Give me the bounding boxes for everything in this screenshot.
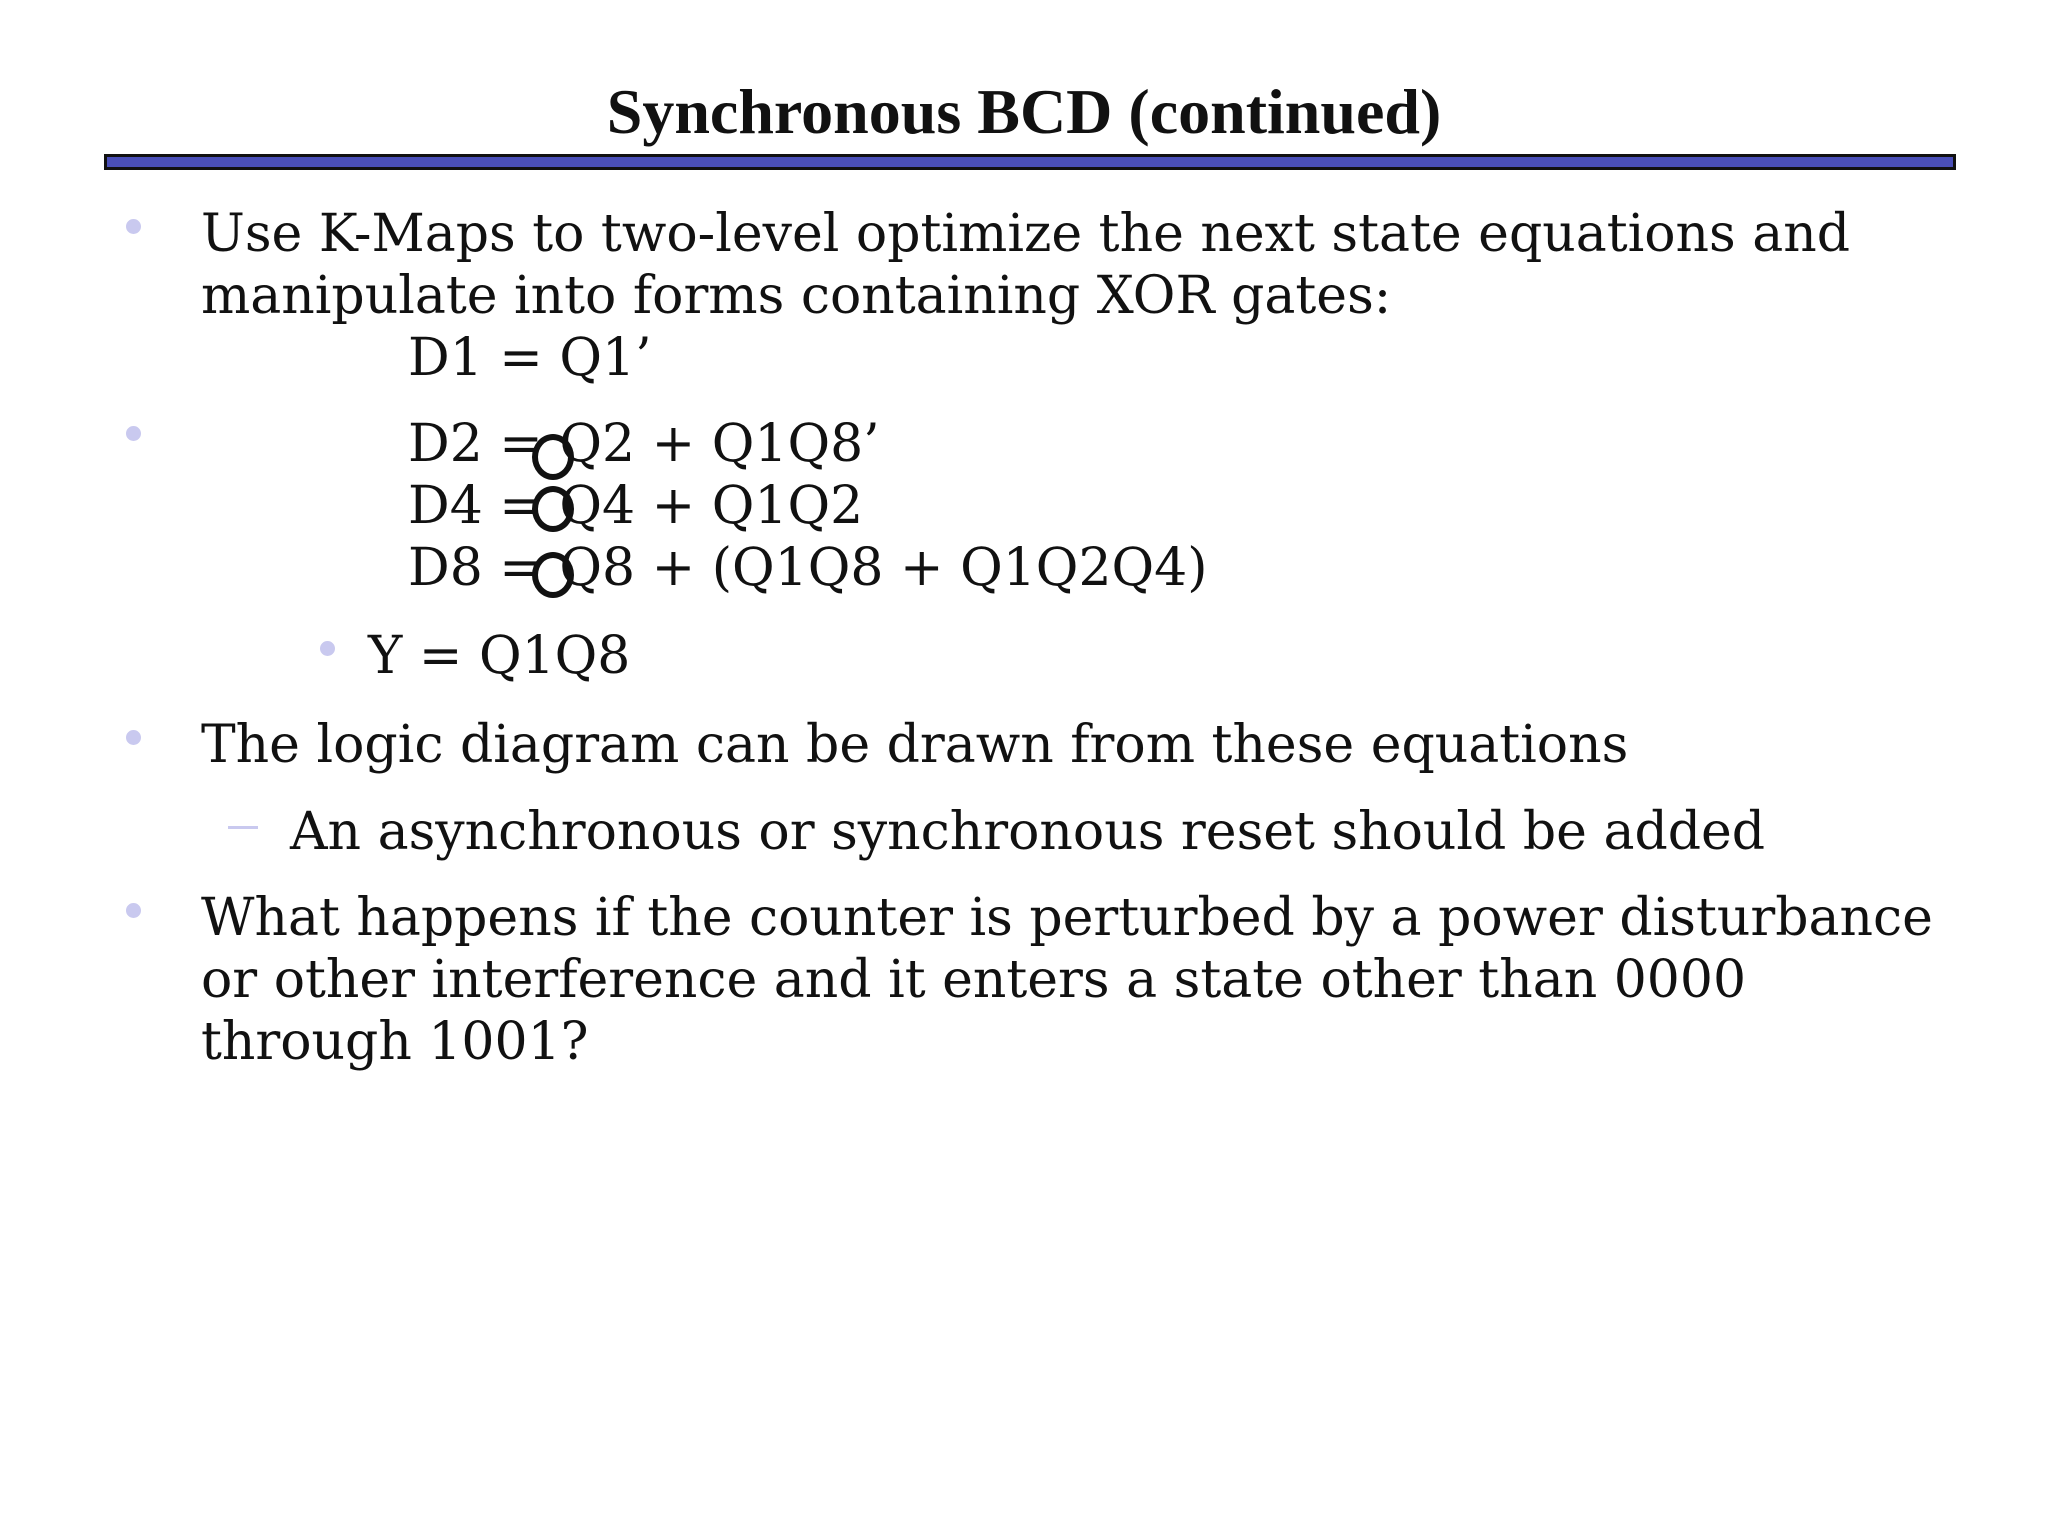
xor-operator-icon (532, 486, 574, 532)
title-rule (104, 154, 1956, 170)
kmaps-text-line2: manipulate into forms containing XOR gates: (201, 266, 1392, 326)
equation-d4: D4 = Q4 + Q1Q2 (408, 476, 864, 536)
xor-operator-icon (532, 434, 574, 480)
reset-note-text: An asynchronous or synchronous reset should be added (290, 802, 1766, 862)
sub-bullet-dot (320, 641, 335, 656)
bullet-dot (126, 219, 141, 234)
equation-y: Y = Q1Q8 (368, 626, 631, 686)
bullet-dot (126, 426, 141, 441)
sub-bullet-dash (228, 826, 258, 829)
logic-diagram-text: The logic diagram can be drawn from these equations (201, 715, 1629, 775)
bullet-dot (126, 903, 141, 918)
equation-d2: D2 = Q2 + Q1Q8’ (408, 414, 880, 474)
equation-d1: D1 = Q1’ (408, 328, 652, 388)
xor-operator-icon (532, 552, 574, 598)
question-text-line2: or other interference and it enters a state other than 0000 (201, 950, 1747, 1010)
equation-d8: D8 = Q8 + (Q1Q8 + Q1Q2Q4) (408, 538, 1208, 598)
question-text-line1: What happens if the counter is perturbed by a power disturbance (201, 888, 1933, 948)
slide-title: Synchronous BCD (continued) (606, 76, 1442, 147)
kmaps-text-line1: Use K-Maps to two-level optimize the next state equations and (201, 204, 1851, 264)
bullet-dot (126, 730, 141, 745)
question-text-line3: through 1001? (201, 1012, 589, 1072)
